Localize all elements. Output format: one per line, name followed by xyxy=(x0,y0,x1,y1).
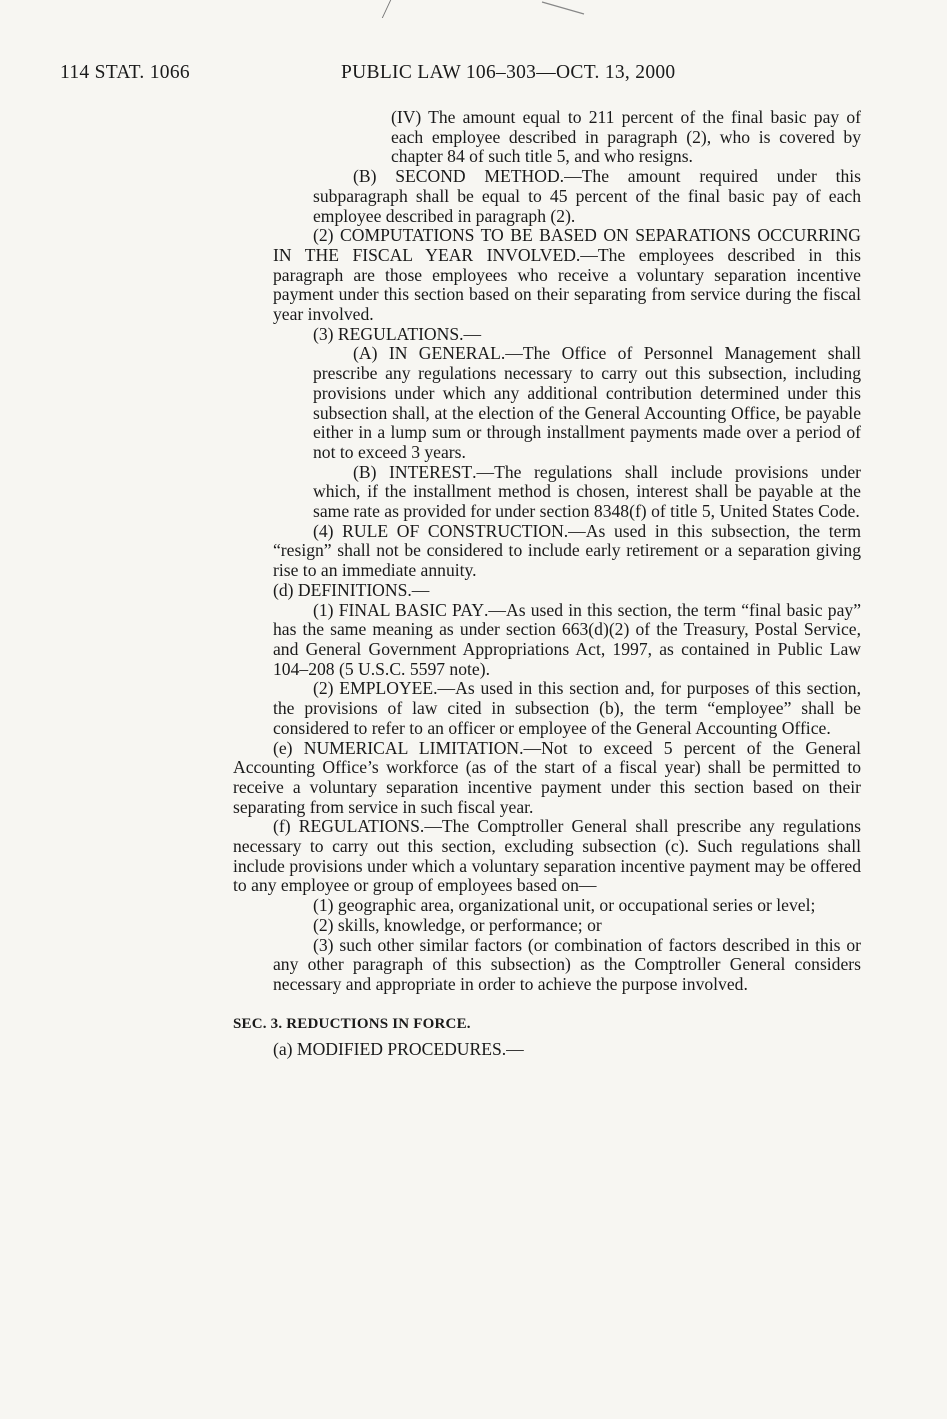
paragraph-geographic: (1) geographic area, organizational unit, or occupational series or level; xyxy=(313,895,816,916)
heading: NTEREST xyxy=(394,461,473,482)
text: .—The Office of Personnel Management shall prescribe any regulations necessary to carry out this subsection, including provisions under which any additional contribution determined under this subsection shall, at the election of the General Accounting Office, be payable either in a lump sum or through installment payments made over a period of not to exceed 3 years. xyxy=(313,343,861,462)
heading-2: IMITATION xyxy=(429,737,520,758)
heading-2: ROCEDURES xyxy=(397,1039,502,1060)
heading: EGULATIONS xyxy=(310,816,420,837)
paragraph-definitions xyxy=(233,581,861,601)
stat-page-number: 114 STAT. 1066 xyxy=(60,62,190,83)
label: (B) I xyxy=(353,461,395,482)
heading: ODIFIED xyxy=(312,1039,388,1060)
text: .— xyxy=(501,1039,524,1060)
paragraph-other-factors: (3) such other similar factors (or combination of factors described in this or any other paragraph of this subsection) as the Comptroller General considers necessary and appropriate in order to achieve the purpose involved. xyxy=(273,934,861,994)
text: .—The employees described in this paragraph are those employees who receive a voluntary separation incentive payment under this section based on their separating from service during the fiscal year involved. xyxy=(273,244,861,325)
label: (4) R xyxy=(313,520,354,541)
paragraph-interest xyxy=(233,463,861,522)
paragraph-iv: (IV) The amount equal to 211 percent of the final basic pay of each employee described in paragraph (2), who is covered by chapter 84 of such title 5, and who resigns. xyxy=(391,107,861,167)
paragraph-rule-of-construction xyxy=(233,522,861,581)
heading: MPLOYEE xyxy=(350,678,434,699)
paragraph-regulations xyxy=(233,325,861,345)
heading: ULE OF CONSTRUCTION xyxy=(353,520,564,541)
scan-mark-right xyxy=(540,0,590,16)
public-law-citation: PUBLIC LAW 106–303—OCT. 13, 2000 xyxy=(341,62,676,83)
paragraph-numerical-limitation xyxy=(0,739,861,818)
label: (d) D xyxy=(273,579,311,600)
document-body xyxy=(233,108,861,1060)
section-3-heading: SEC. 3. REDUCTIONS IN FORCE. xyxy=(233,1015,471,1032)
label: (f) R xyxy=(273,816,311,837)
paragraph-f-regulations xyxy=(233,817,861,896)
text: .—Not to exceed 5 percent of the General Accounting Office’s workforce (as of the start of a fiscal year) shall be permitted to receive a voluntary separation incentive payment under this section based on their separating from service in such fiscal year. xyxy=(233,737,862,817)
label: (a) M xyxy=(273,1039,313,1060)
text: .—As used in this section and, for purposes of this section, the provisions of law cited in subsection (b), the term “employee” shall be considered to refer to an officer or employee of the General Accounting Office. xyxy=(273,678,861,738)
page-header xyxy=(60,62,887,90)
label: (2) E xyxy=(313,678,351,699)
label: (1) F xyxy=(313,599,349,620)
label-2: P xyxy=(387,1039,398,1060)
heading: INAL BASIC PAY xyxy=(348,599,485,620)
heading: EFINITIONS xyxy=(310,579,408,600)
heading: EGULATIONS xyxy=(349,323,460,344)
paragraph-in-general xyxy=(233,344,861,462)
text: .—As used in this subsection, the term “resign” shall not be considered to include early retirement or a separation giving rise to an immediate annuity. xyxy=(273,520,862,581)
label: (A) I xyxy=(353,343,395,364)
paragraph-computations xyxy=(233,226,861,325)
label-2: L xyxy=(418,737,430,758)
scan-mark-left xyxy=(382,0,405,18)
heading: UMERICAL xyxy=(316,737,419,758)
text: .—The regulations shall include provisions under which, if the installment method is chosen, interest shall be payable at the same rate as provided for under section 8348(f) of title 5, United States Code. xyxy=(313,461,861,522)
paragraph-modified-procedures xyxy=(233,1040,861,1060)
paragraph-skills: (2) skills, knowledge, or performance; or xyxy=(313,914,602,935)
text: .—The amount required under this subparagraph shall be equal to 45 percent of the final basic pay of each employee described in paragraph (2). xyxy=(313,166,861,226)
label: (e) N xyxy=(273,737,317,758)
paragraph-second-method xyxy=(233,167,861,226)
heading: OMPUTATIONS TO BE BASED ON SEPARATIONS OCCURRING IN THE FISCAL YEAR INVOLVED xyxy=(273,225,861,265)
paragraph-final-basic-pay xyxy=(233,601,861,680)
heading: N GENERAL xyxy=(394,343,501,364)
label: (2) C xyxy=(313,225,352,246)
label: (B) S xyxy=(353,166,406,187)
text: .— xyxy=(407,579,430,600)
heading: ECOND METHOD xyxy=(405,166,560,187)
label: (3) R xyxy=(313,323,350,344)
text: .—As used in this section, the term “final basic pay” has the same meaning as under section 663(d)(2) of the Treasury, Postal Service, and General Government Appropriations Act, 1997, as contained in Public Law 104–208 (5 U.S.C. 5597 note). xyxy=(273,599,861,679)
paragraph-employee xyxy=(233,679,861,738)
text: .— xyxy=(459,323,482,344)
text: .—The Comptroller General shall prescribe any regulations necessary to carry out this section, excluding subsection (c). Such regulations shall include provisions under which a voluntary separation incentive payment may be offered to any employee or group of employees based on— xyxy=(233,816,861,896)
